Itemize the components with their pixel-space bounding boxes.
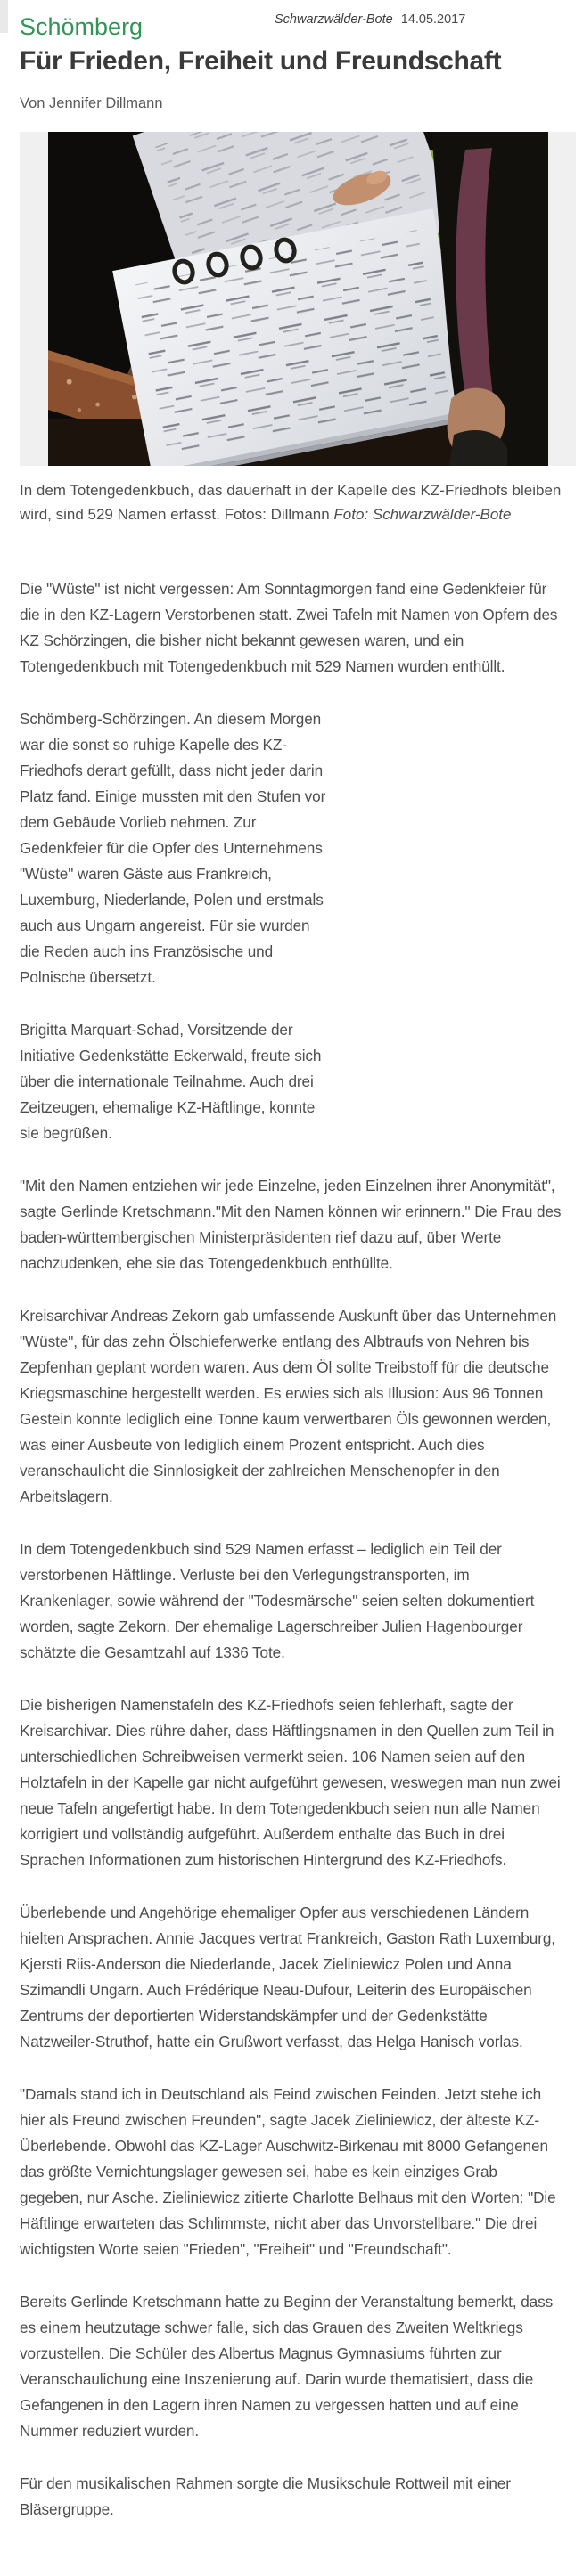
memorial-book <box>112 132 473 466</box>
paragraph: Für den musikalischen Rahmen sorgte die Musikschule Rottweil mit einer Bläsergruppe. <box>20 2474 511 2519</box>
article-header <box>0 0 583 112</box>
paragraph: Kreisarchivar Andreas Zekorn gab umfassende Auskunft über das Unternehmen "Wüste", für das zehn Ölschieferwerke entlang des Albtraufs von Nehren bis Zepfenhan geplant worden waren. Aus dem Öl sollte Treibstoff für die deutsche Kriegsmaschine hergestellt werden. Es erwies sich als Illusion: Aus 96 Tonnen Gestein konnte lediglich eine Tonne kaum verwertbaren Öls gewonnen werden, was einer Ausbeute von lediglich einem Prozent entspricht. Auch dies veranschaulicht die Sinnlosigkeit der zahlreichen Menschenopfer in den Arbeitslagern. <box>20 1307 557 1506</box>
paragraph: Schömberg-Schörzingen. An diesem Morgen war die sonst so ruhige Kapelle des KZ-Friedhofs derart gefüllt, dass nicht jeder darin Platz fand. Einige mussten mit den Stufen vor dem Gebäude Vorlieb nehmen. Zur Gedenkfeier für die Opfer des Unternehmens "Wüste" waren Gäste aus Frankreich, Luxemburg, Niederlande, Polen und erstmals auch aus Ungarn angereist. Für sie wurden die Reden auch ins Französische und Polnische übersetzt. <box>20 710 326 987</box>
article-headline: Für Frieden, Freiheit und Freundschaft <box>20 46 502 76</box>
photo-right-person <box>431 132 548 466</box>
location-kicker: Schömberg <box>20 13 144 40</box>
photo-background-band <box>20 132 576 466</box>
paragraph: "Mit den Namen entziehen wir jede Einzelne, jeden Einzelnen ihrer Anonymität", sagte Gerlinde Kretschmann."Mit den Namen können wir erinnern." Die Frau des baden-württembergischen Ministerpräsidenten rief dazu auf, über Werte nachzudenken, ehe sie das Totengedenkbuch enthüllte. <box>20 1177 562 1273</box>
article-body <box>0 526 583 2576</box>
publication-date: 14.05.2017 <box>400 12 466 27</box>
paragraph: Brigitta Marquart-Schad, Vorsitzende der Initiative Gedenkstätte Eckerwald, freute sich über die internationale Teilnahme. Auch drei Zeitzeugen, ehemalige KZ-Häftlinge, konnte sie begrüßen. <box>20 1021 322 1143</box>
article-photo <box>48 132 548 466</box>
article-figure <box>20 132 583 526</box>
paragraph: In dem Totengedenkbuch sind 529 Namen erfasst – lediglich ein Teil der verstorbenen Häftlinge. Verluste bei den Verlegungstransporten, im Krankenlager, sowie während der "Todesmärsche" seien selten dokumentiert worden, sagte Zekorn. Der ehemalige Lagerschreiber Julien Hagenbourger schätzte die Gesamtzahl auf 1336 Tote. <box>20 1540 535 1662</box>
newspaper-name: Schwarzwälder-Bote <box>275 12 393 27</box>
caption-credit: Foto: Schwarzwälder-Bote <box>333 506 512 524</box>
paragraph: Bereits Gerlinde Kretschmann hatte zu Beginn der Veranstaltung bemerkt, dass es einem heutzutage schwer falle, sich das Grauen des Zweiten Weltkriegs vorzustellen. Die Schüler des Albertus Magnus Gymnasiums führten zur Veranschaulichung eine Inszenierung auf. Darin wurde thematisiert, dass die Gefangenen in den Lagern ihren Namen zu vergessen hatten und auf eine Nummer reduziert wurden. <box>20 2293 554 2441</box>
paragraph: Überlebende und Angehörige ehemaliger Opfer aus verschiedenen Ländern hielten Ansprachen. Annie Jacques vertrat Frankreich, Gaston Rath Luxemburg, Kjersti Riis-Anderson die Niederlande, Jacek Zieliniewicz Polen und Anna Szimandli Ungarn. Auch Frédérique Neau-Dufour, Leiterin des Europäischen Zentrums der deportierten Widerstandskämpfer und der Gedenkstätte Natzweiler-Struthof, hatte ein Grußwort verfasst, das Helga Hanisch vorlas. <box>20 1903 555 2051</box>
photo-caption <box>20 478 562 526</box>
caption-text: In dem Totengedenkbuch, das dauerhaft in der Kapelle des KZ-Friedhofs bleiben wird, sind 529 Namen erfasst. Fotos: Dillmann <box>20 482 562 524</box>
paragraph: Die bisherigen Namenstafeln des KZ-Friedhofs seien fehlerhaft, sagte der Kreisarchivar. Dies rühre daher, dass Häftlingsnamen in den Quellen zum Teil in unterschiedlichen Schreibweisen vermerkt seien. 106 Namen seien auf den Holztafeln in der Kapelle gar nicht aufgeführt gewesen, weswegen man nun zwei neue Tafeln angefertigt habe. In dem Totengedenkbuch seien nun alle Namen korrigiert und vollständig aufgeführt. Außerdem enthalte das Buch in drei Sprachen Informationen zum historischen Hintergrund des KZ-Friedhofs. <box>20 1696 561 1870</box>
article-byline: Von Jennifer Dillmann <box>20 95 163 112</box>
paragraph-lead: Die "Wüste" ist nicht vergessen: Am Sonntagmorgen fand eine Gedenkfeier für die in den KZ-Lagern Verstorbenen statt. Zwei Tafeln mit Namen von Opfern des KZ Schörzingen, die bisher nicht bekannt gewesen waren, und ein Totengedenkbuch mit Totengedenkbuch mit 529 Namen wurden enthüllt. <box>20 580 558 676</box>
paragraph: "Damals stand ich in Deutschland als Feind zwischen Feinden. Jetzt stehe ich hier als Freund zwischen Freunden", sagte Jacek Zieliniewicz, der älteste KZ-Überlebende. Obwohl das KZ-Lager Auschwitz-Birkenau mit 8000 Gefangenen das größte Vernichtungslager gewesen sei, habe es kein einziges Grab gegeben, nur Asche. Zieliniewicz zitierte Charlotte Belhaus mit den Worten: "Die Häftlinge erwarteten das Schlimmste, nicht aber das Unvorstellbare." Die drei wichtigsten Worte seien "Frieden", "Freiheit" und "Freundschaft". <box>20 2085 556 2259</box>
source-and-date <box>275 12 465 27</box>
